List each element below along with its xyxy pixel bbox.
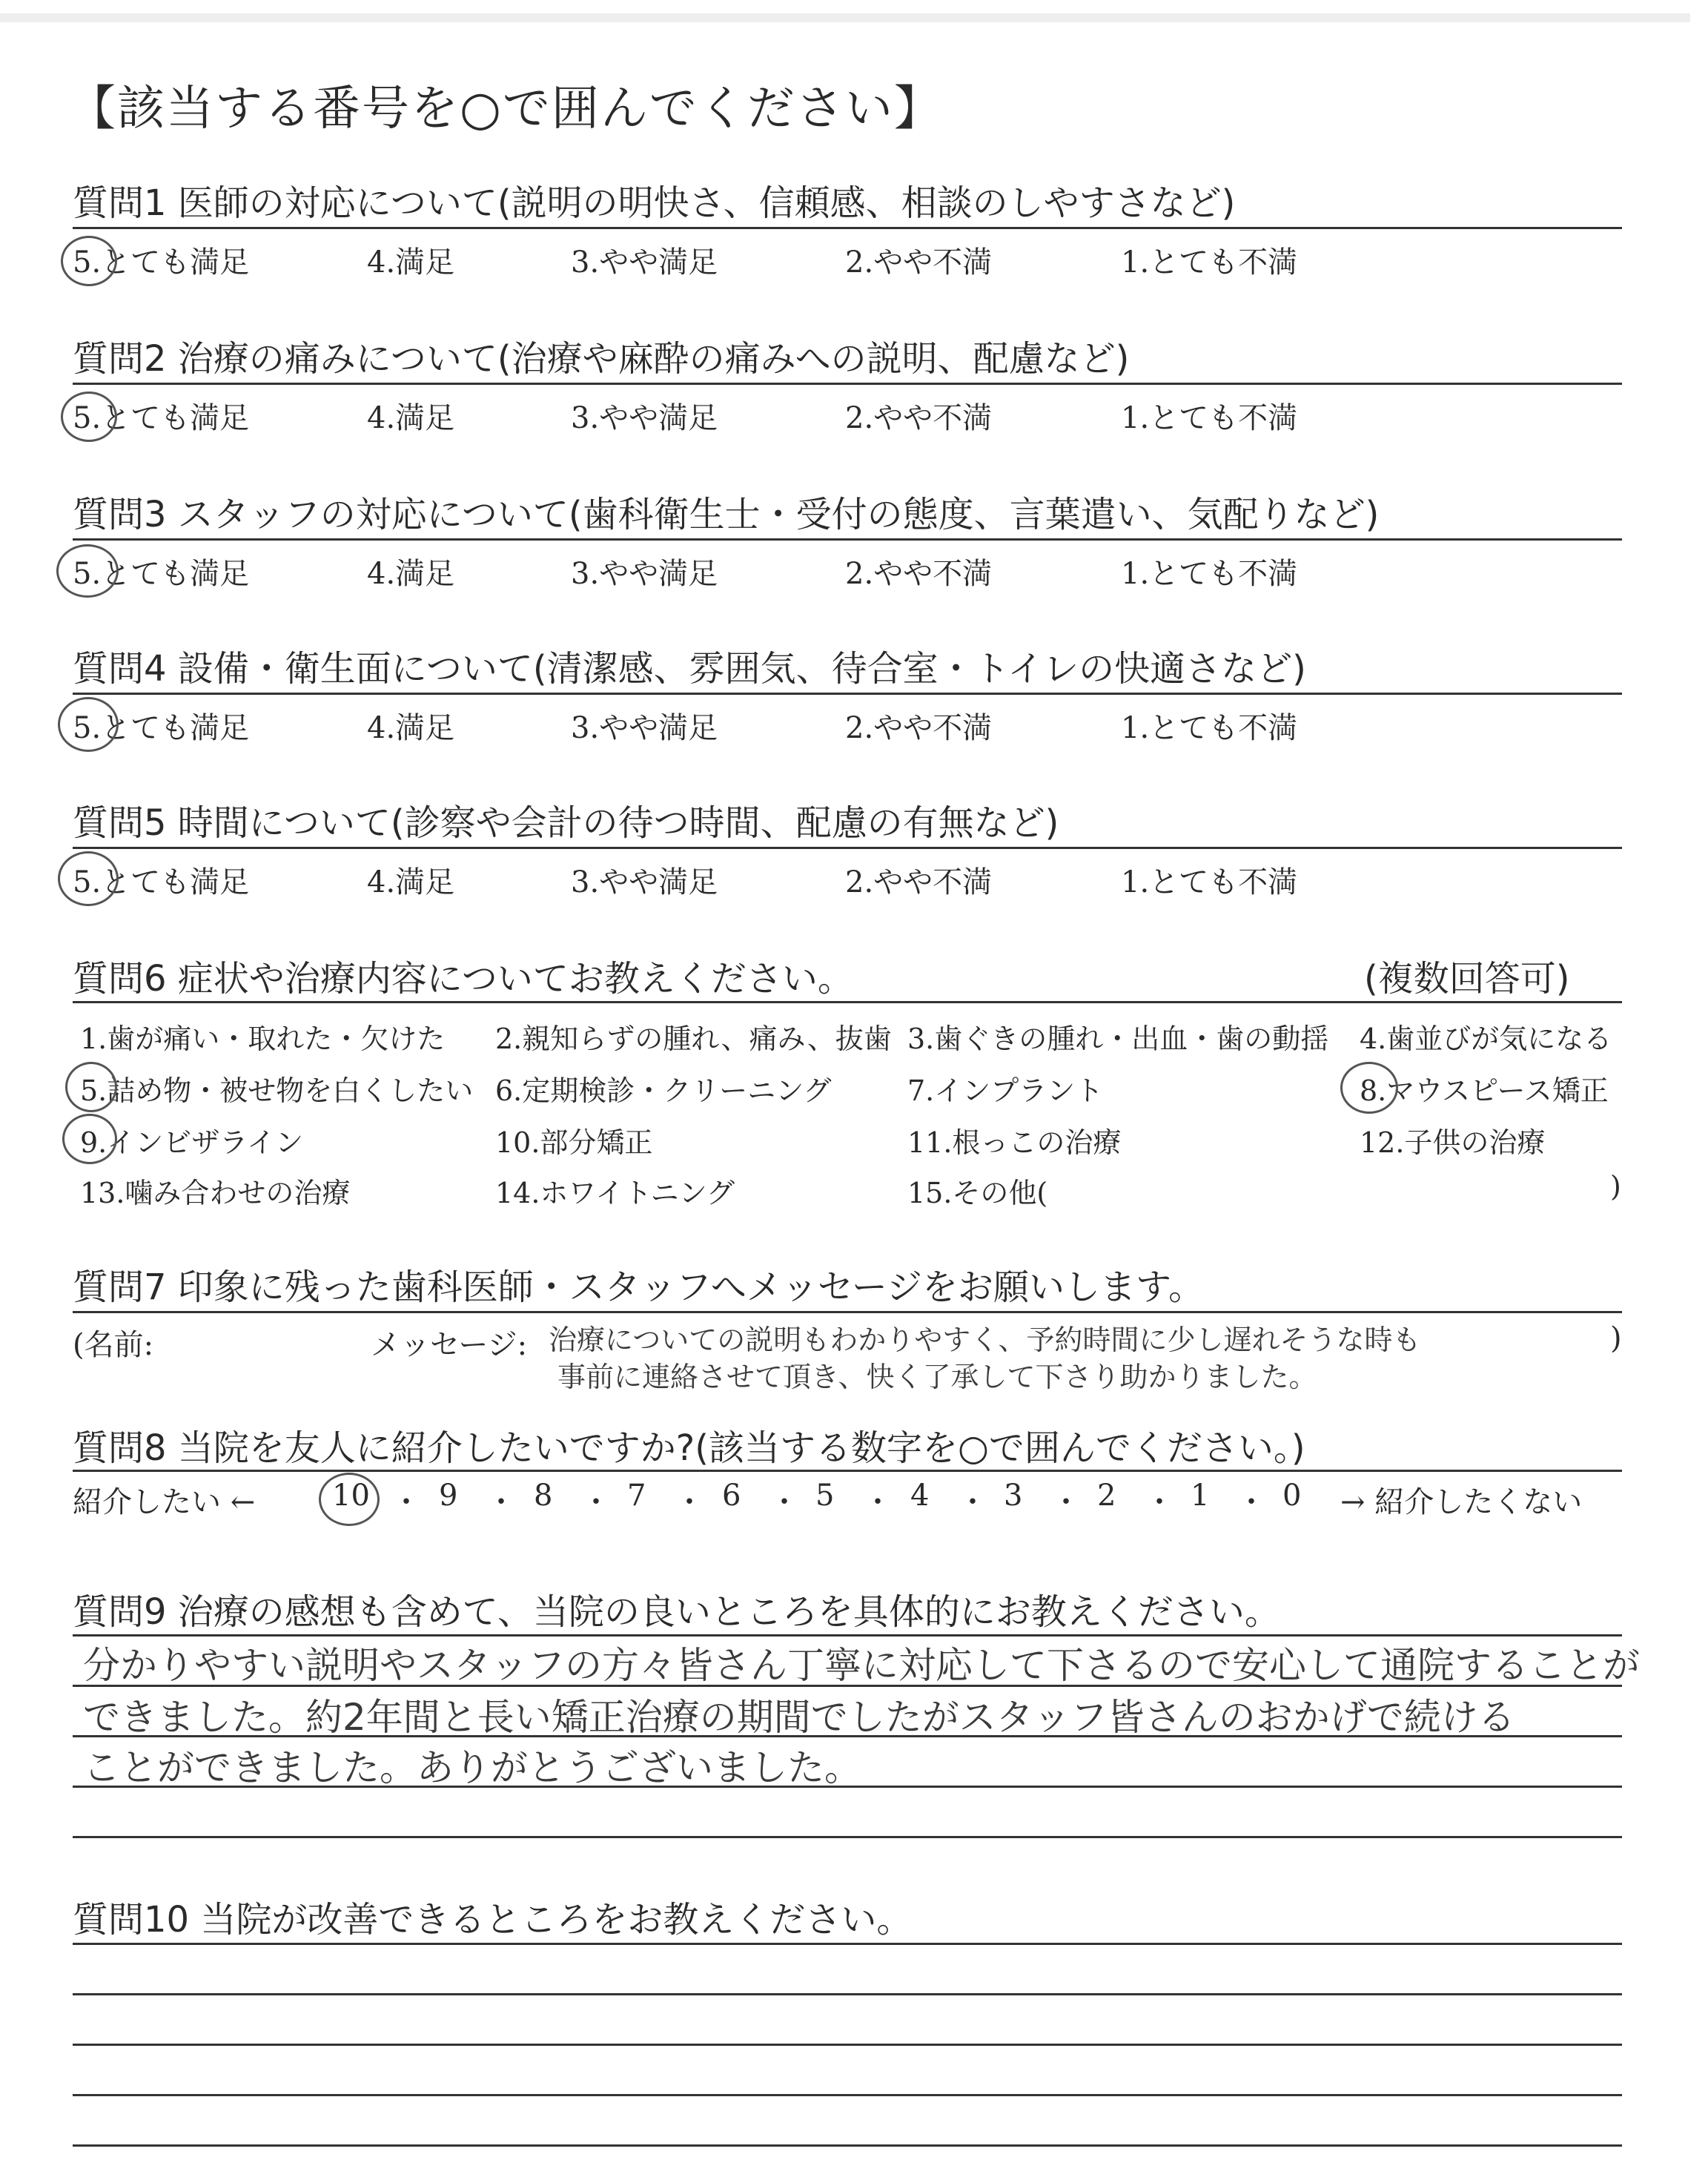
q10-rule-3 <box>73 2044 1622 2046</box>
q8-sep-3: ・ <box>581 1485 611 1519</box>
q10-rule-1 <box>73 1943 1622 1945</box>
q6-option-15: 15.その他( <box>907 1177 1048 1209</box>
q6-option-8: 8.マウスピース矯正 <box>1360 1074 1609 1107</box>
q8-sep-4: ・ <box>675 1485 704 1519</box>
q9-answer-line-1: 分かりやすい説明やスタッフの方々皆さん丁寧に対応して下さるので安心して通院することが <box>83 1644 1640 1687</box>
q2-option-4: 4.満足 <box>367 401 455 435</box>
q6-option-13: 13.噛み合わせの治療 <box>80 1177 351 1209</box>
q10-title: 質問10 当院が改善できるところをお教えください。 <box>73 1899 913 1941</box>
q2-title: 質問2 治療の痛みについて(治療や麻酔の痛みへの説明、配慮など) <box>73 338 1130 380</box>
q8-scale-9: 9 <box>439 1479 458 1513</box>
q6-option-7: 7.インプラント <box>907 1074 1104 1107</box>
q6-option-11: 11.根っこの治療 <box>907 1126 1122 1159</box>
q2-option-3: 3.やや満足 <box>571 401 718 435</box>
q1-answer-circle <box>61 236 117 286</box>
q5-option-1: 1.とても不満 <box>1121 865 1298 899</box>
q6-option-2: 2.親知らずの腫れ、痛み、抜歯 <box>495 1023 892 1055</box>
q4-title: 質問4 設備・衛生面について(清潔感、雰囲気、待合室・トイレの快適さなど) <box>73 648 1306 690</box>
q8-title: 質問8 当院を友人に紹介したいですか?(該当する数字を○で囲んでください。) <box>73 1427 1305 1469</box>
q8-right-label: → 紹介したくない <box>1340 1485 1583 1519</box>
scan-top-edge <box>0 13 1690 22</box>
q2-option-1: 1.とても不満 <box>1121 401 1298 435</box>
q6-option-10: 10.部分矯正 <box>495 1126 653 1159</box>
q9-title: 質問9 治療の感想も含めて、当院の良いところを具体的にお教えください。 <box>73 1591 1280 1633</box>
q6-option-3: 3.歯ぐきの腫れ・出血・歯の動揺 <box>907 1023 1329 1055</box>
q4-option-5: 5.とても満足 <box>73 711 250 745</box>
q3-option-5: 5.とても満足 <box>73 557 250 591</box>
q8-scale-1: 1 <box>1191 1479 1210 1513</box>
q1-option-1: 1.とても不満 <box>1121 245 1298 280</box>
q6-circle-9 <box>62 1114 117 1164</box>
q8-scale-0: 0 <box>1282 1479 1302 1513</box>
q9-answer-line-3: ことができました。ありがとうございました。 <box>83 1746 861 1789</box>
q3-answer-circle <box>56 544 119 598</box>
q8-scale-2: 2 <box>1097 1479 1116 1513</box>
q1-option-5: 5.とても満足 <box>73 245 250 280</box>
q8-sep-7: ・ <box>958 1485 987 1519</box>
q3-option-2: 2.やや不満 <box>845 557 993 591</box>
q6-option-14: 14.ホワイトニング <box>495 1177 735 1209</box>
q5-answer-circle <box>58 851 119 906</box>
q2-answer-circle <box>61 392 117 442</box>
q9-answer-line-2: できました。約2年間と長い矯正治療の期間でしたがスタッフ皆さんのおかげで続ける <box>83 1696 1515 1739</box>
q8-scale-5: 5 <box>815 1479 835 1513</box>
q8-scale-8: 8 <box>534 1479 553 1513</box>
q3-title: 質問3 スタッフの対応について(歯科衛生士・受付の態度、言葉遣い、気配りなど) <box>73 494 1380 535</box>
q2-option-5: 5.とても満足 <box>73 401 250 435</box>
q7-message-line-1: 治療についての説明もわかりやすく、予約時間に少し遅れそうな時も <box>549 1324 1421 1356</box>
q8-sep-6: ・ <box>863 1485 893 1519</box>
q8-sep-8: ・ <box>1051 1485 1081 1519</box>
q3-option-3: 3.やや満足 <box>571 557 718 591</box>
q8-sep-5: ・ <box>769 1485 799 1519</box>
q1-option-2: 2.やや不満 <box>845 245 993 280</box>
q9-rule-5 <box>73 1836 1622 1838</box>
q3-option-4: 4.満足 <box>367 557 455 591</box>
q6-option-5: 5.詰め物・被せ物を白くしたい <box>80 1074 474 1107</box>
q7-name-label: (名前: <box>73 1328 154 1362</box>
q5-rule <box>73 847 1622 849</box>
q8-sep-9: ・ <box>1145 1485 1174 1519</box>
q6-option-15-close: ) <box>1610 1170 1621 1203</box>
q4-option-3: 3.やや満足 <box>571 711 718 745</box>
q4-rule <box>73 693 1622 695</box>
q6-rule <box>73 1001 1622 1003</box>
q6-multiple-note: (複数回答可) <box>1364 958 1570 1000</box>
q5-title: 質問5 時間について(診察や会計の待つ時間、配慮の有無など) <box>73 802 1059 844</box>
q8-scale-6: 6 <box>722 1479 741 1513</box>
q1-option-4: 4.満足 <box>367 245 455 280</box>
q10-rule-2 <box>73 1993 1622 1995</box>
q6-option-9: 9.インビザライン <box>80 1126 304 1159</box>
q5-option-3: 3.やや満足 <box>571 865 718 899</box>
q5-option-2: 2.やや不満 <box>845 865 993 899</box>
q8-sep-10: ・ <box>1237 1485 1266 1519</box>
q6-circle-8 <box>1340 1062 1398 1114</box>
q1-title: 質問1 医師の対応について(説明の明快さ、信頼感、相談のしやすさなど) <box>73 182 1236 224</box>
q2-rule <box>73 383 1622 385</box>
q8-rule <box>73 1470 1622 1472</box>
q10-rule-5 <box>73 2144 1622 2147</box>
q8-scale-7: 7 <box>627 1479 646 1513</box>
q1-rule <box>73 227 1622 229</box>
q4-option-1: 1.とても不満 <box>1121 711 1298 745</box>
q7-title: 質問7 印象に残った歯科医師・スタッフへメッセージをお願いします。 <box>73 1266 1205 1308</box>
q8-answer-circle <box>319 1473 380 1526</box>
page-instruction: 【該当する番号を○で囲んでください】 <box>68 82 943 136</box>
q8-scale-3: 3 <box>1004 1479 1023 1513</box>
q8-scale-4: 4 <box>910 1479 930 1513</box>
q8-sep-2: ・ <box>486 1485 516 1519</box>
q7-message-label: メッセージ: <box>371 1328 528 1362</box>
q8-scale-10: 10 <box>332 1479 370 1513</box>
q4-answer-circle <box>58 697 119 752</box>
q4-option-2: 2.やや不満 <box>845 711 993 745</box>
q2-option-2: 2.やや不満 <box>845 401 993 435</box>
q1-option-3: 3.やや満足 <box>571 245 718 280</box>
q5-option-5: 5.とても満足 <box>73 865 250 899</box>
q6-option-12: 12.子供の治療 <box>1360 1126 1546 1159</box>
q5-option-4: 4.満足 <box>367 865 455 899</box>
q3-rule <box>73 538 1622 541</box>
q8-left-label: 紹介したい ← <box>73 1485 256 1519</box>
q7-message-line-2: 事前に連絡させて頂き、快く了承して下さり助かりました。 <box>557 1361 1317 1393</box>
q4-option-4: 4.満足 <box>367 711 455 745</box>
q6-title: 質問6 症状や治療内容についてお教えください。 <box>73 958 853 1000</box>
q6-option-6: 6.定期検診・クリーニング <box>495 1074 832 1107</box>
q8-sep-1: ・ <box>391 1485 421 1519</box>
q6-option-1: 1.歯が痛い・取れた・欠けた <box>80 1023 446 1055</box>
q7-close-paren: ) <box>1610 1321 1622 1355</box>
q7-rule <box>73 1311 1622 1313</box>
q3-option-1: 1.とても不満 <box>1121 557 1298 591</box>
q6-option-4: 4.歯並びが気になる <box>1360 1023 1612 1055</box>
q10-rule-4 <box>73 2094 1622 2096</box>
q6-circle-5 <box>65 1062 117 1112</box>
